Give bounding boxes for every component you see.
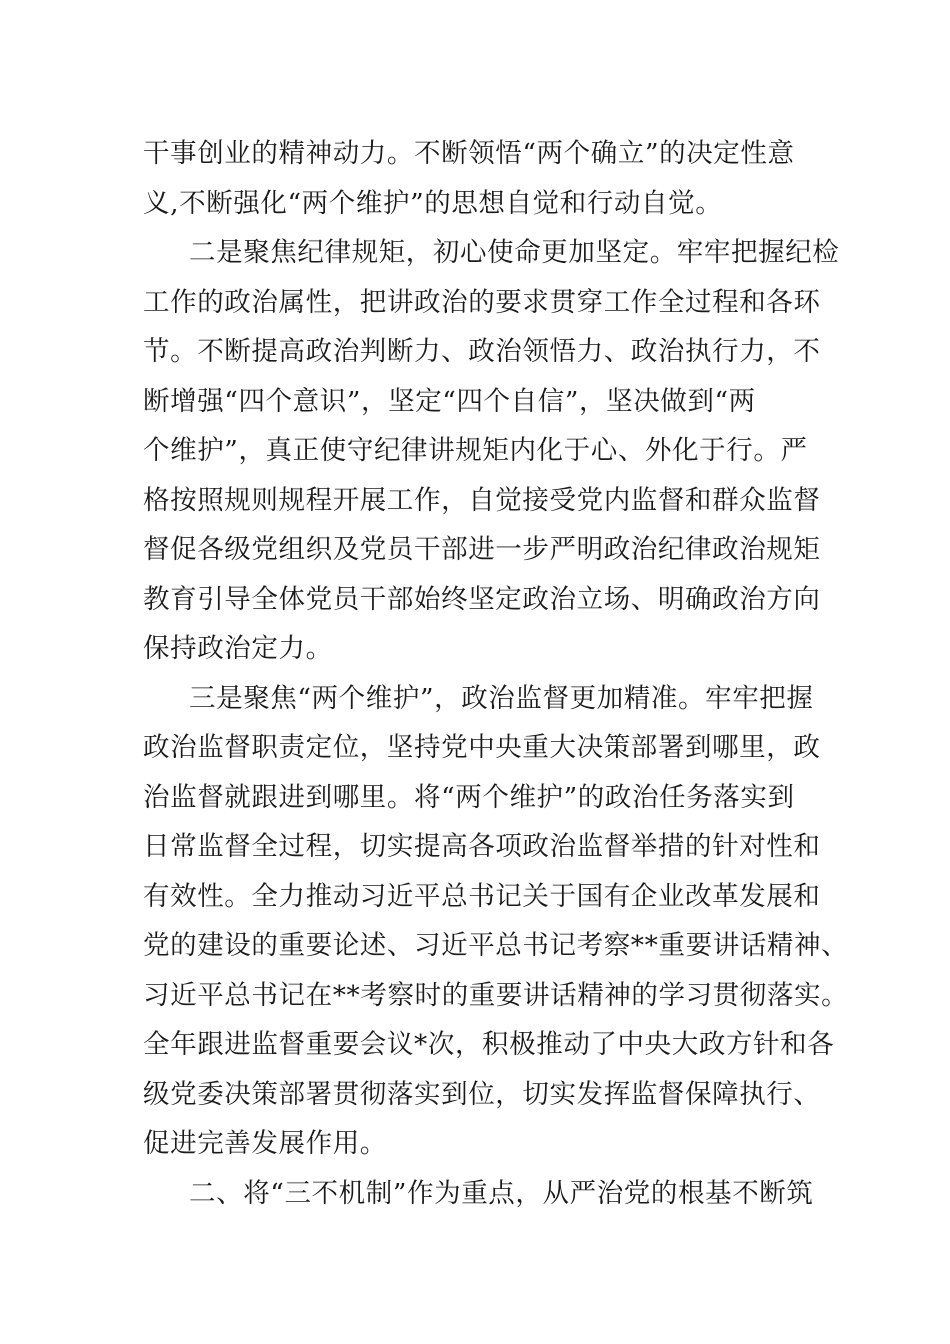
text-line: 级党委决策部署贯彻落实到位，切实发挥监督保障执行、 [143, 1078, 821, 1110]
text-line: 断增强“四个意识”，坚定“四个自信”，坚决做到“两 [143, 385, 756, 417]
text-line: 保持政治定力。 [143, 633, 333, 664]
text-line: 日常监督全过程，切实提高各项政治监督举措的针对性和 [143, 831, 821, 862]
paragraph-start-line: 二是聚焦纪律规矩，初心使命更加坚定。牢牢把握纪检 [189, 237, 840, 268]
text-line: 党的建设的重要论述、习近平总书记考察**重要讲话精神、 [143, 930, 849, 961]
text-line: 格按照规则规程开展工作，自觉接受党内监督和群众监督 [143, 484, 821, 516]
text-line: 习近平总书记在**考察时的重要讲话精神的学习贯彻落实。 [143, 979, 849, 1011]
section-heading-line: 二、将“三不机制”作为重点，从严治党的根基不断筑 [189, 1177, 814, 1209]
paragraph-start-line: 三是聚焦“两个维护”，政治监督更加精准。牢牢把握 [189, 682, 814, 714]
body-text [143, 129, 849, 1218]
text-line: 节。不断提高政治判断力、政治领悟力、政治执行力，不 [143, 336, 821, 367]
text-line: 促进完善发展作用。 [143, 1128, 387, 1159]
text-line: 治监督就跟进到哪里。将“两个维护”的政治任务落实到 [143, 781, 795, 813]
text-line: 督促各级党组织及党员干部进一步严明政治纪律政治规矩 [143, 534, 821, 565]
text-line: 义,不断强化“两个维护”的思想自觉和行动自觉。 [143, 187, 723, 219]
text-line: 全年跟进监督重要会议*次，积极推动了中央大政方针和各 [143, 1029, 835, 1060]
text-line: 干事创业的精神动力。不断领悟“两个确立”的决定性意 [143, 138, 795, 169]
text-line: 政治监督职责定位，坚持党中央重大决策部署到哪里，政 [143, 732, 821, 763]
text-line: 工作的政治属性，把讲政治的要求贯穿工作全过程和各环 [143, 286, 821, 318]
text-line: 个维护”，真正使守纪律讲规矩内化于心、外化于行。严 [143, 435, 808, 466]
text-line: 有效性。全力推动习近平总书记关于国有企业改革发展和 [143, 880, 821, 912]
text-line: 教育引导全体党员干部始终坚定政治立场、明确政治方向 [143, 583, 821, 615]
